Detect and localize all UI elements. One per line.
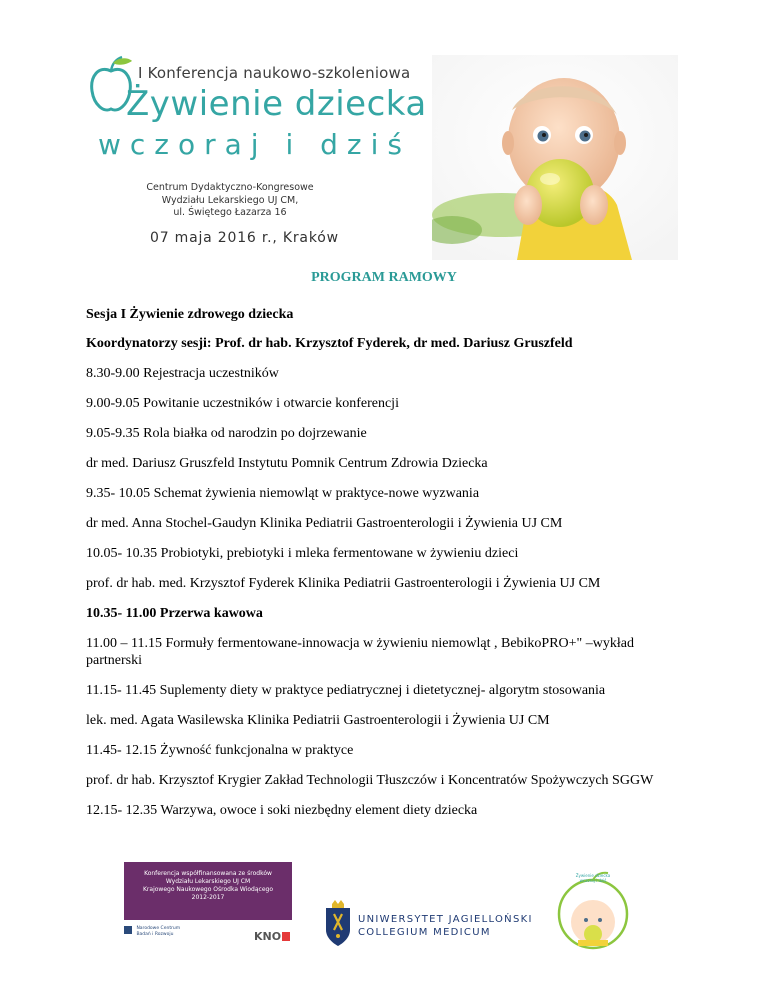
venue-line: Centrum Dydaktyczno-Kongresowe [146, 182, 314, 193]
program-item: 8.30-9.00 Rejestracja uczestników [86, 366, 279, 381]
program-item: 11.00 – 11.15 Formuły fermentowane-innowacja w żywieniu niemowląt , BebikoPRO+" –wykład [86, 636, 634, 651]
program-item-continued: partnerski [86, 653, 142, 668]
conference-date: 07 maja 2016 r., Kraków [150, 230, 339, 246]
small-logo-line: wczoraj i dziś [579, 878, 607, 883]
kno-book-icon [282, 932, 290, 941]
conference-title: Żywienie dziecka [126, 84, 427, 124]
speaker-line: prof. dr hab. Krzysztof Krygier Zakład Technologii Tłuszczów i Koncentratów Spożywczych SGGW [86, 773, 654, 788]
small-logo-line: Żywienie dziecka [575, 873, 611, 878]
conference-tagline: wczoraj i dziś [98, 128, 411, 161]
uj-name [358, 913, 533, 939]
speaker-line: dr med. Dariusz Gruszfeld Instytutu Pomnik Centrum Zdrowia Dziecka [86, 456, 488, 471]
ncbr-line: Narodowe Centrum [136, 926, 181, 931]
kno-logo [254, 930, 290, 943]
uj-line: COLLEGIUM MEDICUM [358, 927, 491, 938]
speaker-line: lek. med. Agata Wasilewska Klinika Pediatrii Gastroenterologii i Żywienia UJ CM [86, 713, 550, 728]
venue-address [110, 182, 350, 220]
program-heading: PROGRAM RAMOWY [311, 270, 457, 285]
coffee-break: 10.35- 11.00 Przerwa kawowa [86, 606, 263, 621]
ncbr-logo [124, 926, 194, 942]
ncbr-line: Badań i Rozwoju [136, 931, 174, 937]
session-title: Sesja I Żywienie zdrowego dziecka [86, 307, 294, 322]
baby-with-apple-photo [432, 55, 678, 260]
uj-line: UNIWERSYTET JAGIELLOŃSKI [358, 914, 533, 925]
program-item: 9.05-9.35 Rola białka od narodzin po dojrzewanie [86, 426, 367, 441]
venue-line: ul. Świętego Łazarza 16 [173, 207, 287, 218]
kno-text: KNO [254, 930, 282, 943]
speaker-line: prof. dr hab. med. Krzysztof Fyderek Klinika Pediatrii Gastroenterologii i Żywienia UJ CM [86, 576, 601, 591]
session-coordinators: Koordynatorzy sesji: Prof. dr hab. Krzysztof Fyderek, dr med. Dariusz Gruszfeld [86, 336, 573, 351]
program-item: 9.00-9.05 Powitanie uczestników i otwarcie konferencji [86, 396, 399, 411]
sponsor-line: Krajowego Naukowego Ośrodka Wiodącego [143, 886, 273, 893]
venue-line: Wydziału Lekarskiego UJ CM, [161, 194, 299, 206]
sponsor-line: 2012-2017 [191, 894, 225, 901]
conference-subtitle: I Konferencja naukowo-szkoleniowa [138, 64, 411, 82]
ncbr-mark-icon [124, 926, 132, 934]
program-item: 11.45- 12.15 Żywność funkcjonalna w praktyce [86, 743, 354, 758]
sponsor-line: Konferencja współfinansowana ze środków [144, 870, 272, 877]
small-logo-caption [556, 873, 630, 883]
sponsor-banner [124, 862, 292, 920]
program-item: 10.05- 10.35 Probiotyki, prebiotyki i mleka fermentowane w żywieniu dzieci [86, 546, 519, 561]
uj-crest-icon [324, 898, 352, 948]
sponsor-line: Wydziału Lekarskiego UJ CM [165, 878, 251, 885]
speaker-line: dr med. Anna Stochel-Gaudyn Klinika Pediatrii Gastroenterologii i Żywienia UJ CM [86, 516, 563, 531]
conference-header [0, 0, 768, 265]
program-item: 12.15- 12.35 Warzywa, owoce i soki niezbędny element diety dziecka [86, 803, 478, 818]
program-item: 11.15- 11.45 Suplementy diety w praktyce pediatrycznej i dietetycznej- algorytm stosowania [86, 683, 606, 698]
program-item: 9.35- 10.05 Schemat żywienia niemowląt w praktyce-nowe wyzwania [86, 486, 480, 501]
